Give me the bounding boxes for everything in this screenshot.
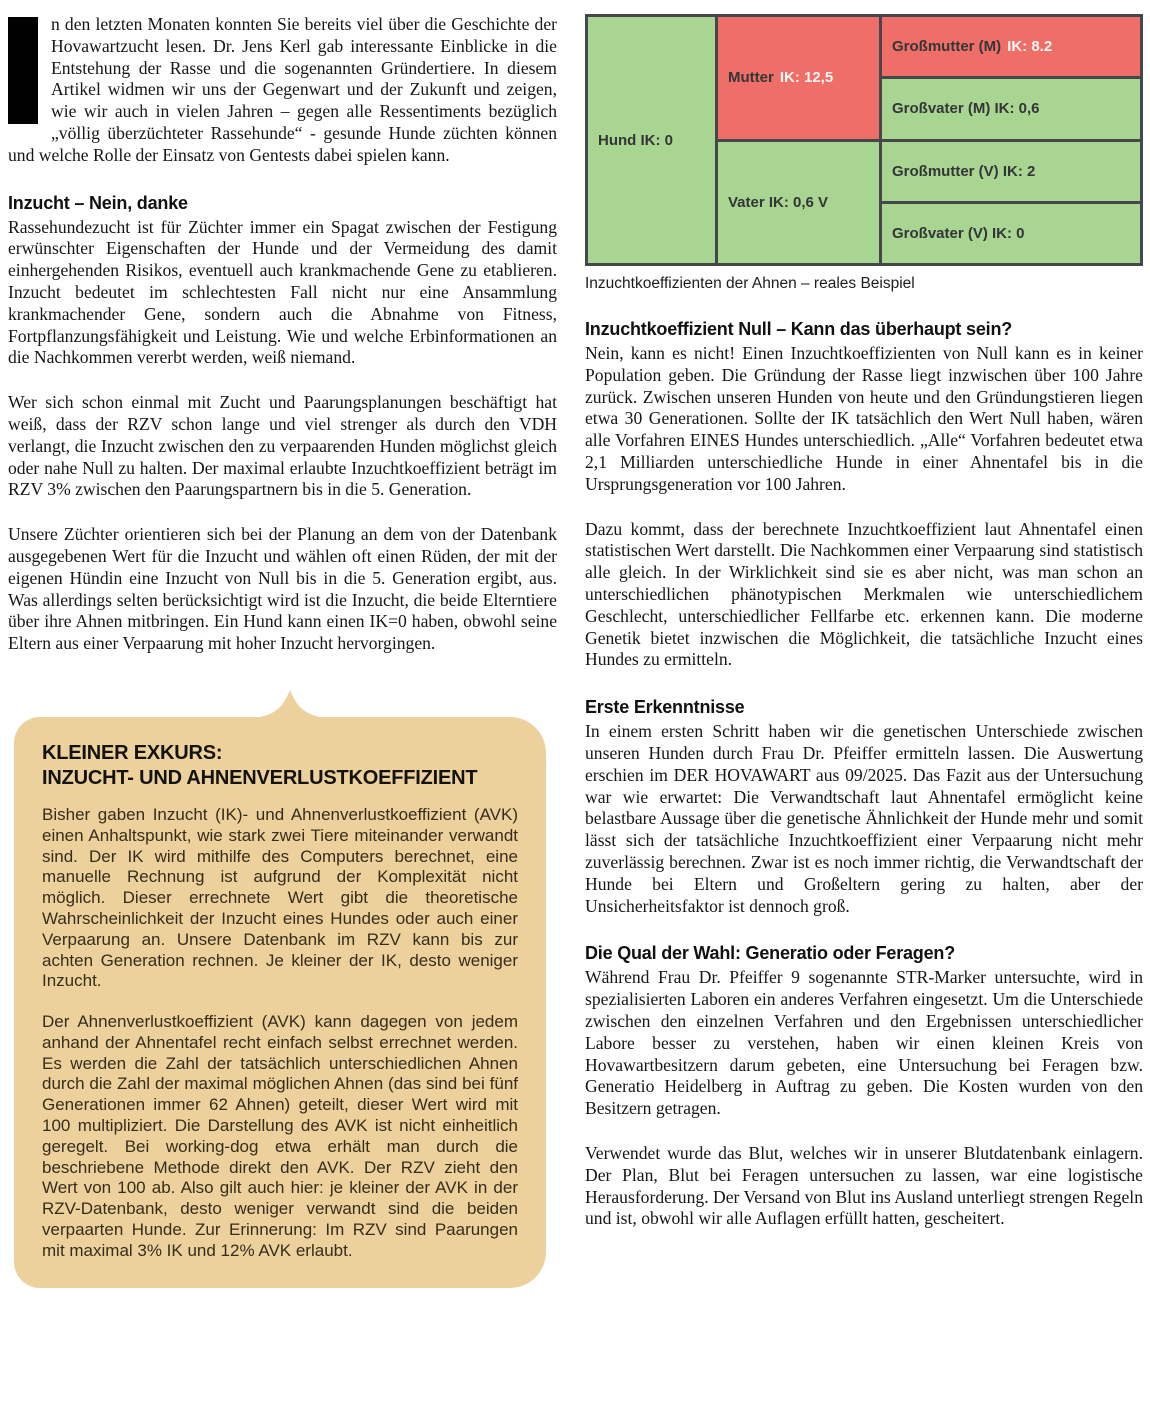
pedigree-cell-grossvater-m bbox=[882, 79, 1140, 138]
section-heading-inzuchtkoeffizient-null: Inzuchtkoeffizient Null – Kann das überhaupt sein? bbox=[585, 319, 1013, 339]
section-heading-inzucht-nein-danke: Inzucht – Nein, danke bbox=[8, 192, 188, 213]
section-heading-die-qual-der-wahl: Die Qual der Wahl: Generatio oder Feragen? bbox=[585, 943, 956, 964]
pedigree-cell-ik-value: IK: 12,5 bbox=[779, 69, 834, 87]
pedigree-cell-label: Großvater (M) IK: 0,6 bbox=[892, 100, 1040, 118]
pedigree-cell-label: Großmutter (V) IK: 2 bbox=[892, 162, 1036, 180]
excursus-heading-line2: INZUCHT- UND AHNENVERLUSTKOEFFIZIENT bbox=[42, 766, 478, 789]
paragraph: Unsere Züchter orientieren sich bei der Planung an dem von der Datenbank ausgegebenen Wert für die Inzucht und wählen oft einen Rüden, der mit der eigenen Hündin eine Inzucht von Null bis in die 5. Generation ergibt, aus. Was allerdings selten berücksichtigt wird ist die Inzucht, die beide Elterntiere über ihre Ahnen mitbringen. Ein Hund kann einen IK=0 haben, obwohl seine Eltern aus einer Verpaarung mit hoher Inzucht hervorgingen. bbox=[8, 524, 557, 654]
section-heading-erste-erkenntnisse: Erste Erkenntnisse bbox=[585, 697, 745, 718]
drop-cap-letter-i bbox=[8, 17, 38, 124]
diagram-caption: Inzuchtkoeffizienten der Ahnen – reales Beispiel bbox=[585, 275, 915, 292]
pedigree-cell-mutter bbox=[718, 17, 879, 139]
paragraph: Nein, kann es nicht! Einen Inzuchtkoeffizienten von Null kann es in keiner Population geben. Die Gründung der Rasse liegt inzwischen über 100 Jahre zurück. Zwischen unseren Hunden von heute und den Gründungstieren liegen etwa 30 Generationen. Sollte der IK tatsächlich den Wert Null haben, wären alle Vorfahren EINES Hundes unterschiedlich. „Alle“ Vorfahren bedeutet etwa 2,1 Milliarden unterschiedliche Hunde in einer Ahnentafel bis in die Ursprungsgeneration vor 100 Jahren. bbox=[585, 343, 1143, 494]
excursus-heading bbox=[42, 741, 518, 791]
intro-paragraph bbox=[8, 14, 557, 167]
left-column bbox=[8, 14, 557, 1288]
paragraph: Dazu kommt, dass der berechnete Inzuchtkoeffizient laut Ahnentafel einen statistischen Wert darstellt. Die Nachkommen einer Verpaarung sind statistisch alle gleich. In der Wirklichkeit sind sie es aber nicht, was man schon an unterschiedlichen phänotypischen Merkmalen wie unterschiedlichem Geschlecht, unterschiedlicher Fellfarbe etc. erkennen kann. Die moderne Genetik bietet inzwischen die Möglichkeit, die tatsächliche Inzucht eines Hundes zu ermitteln. bbox=[585, 518, 1143, 670]
right-column bbox=[585, 14, 1143, 1230]
excursus-paragraph: Der Ahnenverlustkoeffizient (AVK) kann dagegen von jedem anhand der Ahnentafel recht einfach selbst errechnet werden. Es werden die Zahl der tatsächlich unterschiedlichen Ahnen durch die Zahl der maximal möglichen Ahnen (das sind bei fünf Generationen immer 62 Ahnen) geteilt, dieser Wert wird mit 100 multipliziert. Die Darstellung des AVK ist nicht einheitlich geregelt. Bei working-dog etwa erhält man durch die beschriebene Methode direkt den AVK. Der RZV zieht den Wert von 100 ab. Also gilt auch hier: je kleiner der AVK in der RZV-Datenbank, desto weniger verwandt sind die beiden verpaarten Hunde. Zur Erinnerung: Im RZV sind Paarungen mit maximal 3% IK und 12% AVK erlaubt. bbox=[42, 1012, 518, 1260]
pedigree-cell-label: Großmutter (M) bbox=[892, 38, 1002, 56]
intro-text: n den letzten Monaten konnten Sie bereits viel über die Geschichte der Hovawartzucht lesen. Dr. Jens Kerl gab interessante Einblicke in die Entstehung der Rasse und die sogenannten Gründertiere. In diesem Artikel widmen wir uns der Gegenwart und der Zukunft und zeigen, wie wir auch in vielen Jahren – gegen alle Ressentiments bezüglich „völlig überzüchteter Rassehunde“ - gesunde Hunde züchten können und welche Rolle der Einsatz von Gentests dabei spielen kann. bbox=[8, 14, 557, 165]
paragraph: Rassehundezucht ist für Züchter immer ein Spagat zwischen der Festigung erwünschter Eigenschaften der Hunde und der Vermeidung des damit einhergehenden Risikos, eventuell auch krankmachende Gene zu etablieren. Inzucht bedeutet im schlechtesten Fall nicht nur eine Ansammlung krankmachender Gene, sondern auch die Abnahme von Fitness, Fortpflanzungsfähigkeit und Leistung. Wie und welche Erbinformationen an die Nachkommen vererbt werden, weiß niemand. bbox=[8, 216, 557, 368]
excursus-paragraph: Bisher gaben Inzucht (IK)- und Ahnenverlustkoeffizient (AVK) einen Anhaltspunkt, wie stark zwei Tiere miteinander verwandt sind. Der IK wird mithilfe des Computers berechnet, eine manuelle Rechnung ist aufgrund der Komplexität nicht möglich. Dieser errechnete Wert gibt die theoretische Wahrscheinlichkeit der Inzucht eines Hundes oder auch einer Verpaarung an. Unsere Datenbank im RZV kann bis zur achten Generation rechnen. Je kleiner der IK, desto weniger Inzucht. bbox=[42, 804, 518, 991]
pedigree-cell-label: Vater IK: 0,6 V bbox=[728, 193, 829, 211]
speech-bubble-tail bbox=[254, 690, 326, 718]
paragraph: Wer sich schon einmal mit Zucht und Paarungsplanungen beschäftigt hat weiß, dass der RZV schon lange und viel strenger als durch den VDH verlangt, die Inzucht zwischen den zu verpaarenden Hunden möglichst gleich oder nahe Null zu halten. Der maximal erlaubte Inzuchtkoeffizient beträgt im RZV 3% zwischen den Paarungspartnern bis in die 5. Generation. bbox=[8, 392, 557, 500]
inbreeding-pedigree-diagram bbox=[585, 14, 1143, 266]
pedigree-cell-label: Großvater (V) IK: 0 bbox=[892, 224, 1025, 242]
pedigree-cell-grossmutter-m bbox=[882, 17, 1140, 76]
pedigree-cell-grossmutter-v bbox=[882, 142, 1140, 201]
paragraph: Während Frau Dr. Pfeiffer 9 sogenannte STR-Marker untersuchte, wird in spezialisierten Laboren ein anderes Verfahren eingesetzt. Um die Unterschiede zwischen den einzelnen Verfahren und den Ergebnissen unterschiedlicher Labore besser zu verstehen, haben wir einen kleinen Kreis von Hovawartbesitzern darum gebeten, eine Untersuchung bei Feragen bzw. Generatio Heidelberg in Auftrag zu geben. Die Kosten wurden von den Besitzern getragen. bbox=[585, 967, 1143, 1119]
pedigree-cell-hund bbox=[588, 17, 715, 263]
pedigree-cell-ik-value: IK: 8.2 bbox=[1007, 38, 1053, 56]
paragraph: In einem ersten Schritt haben wir die genetischen Unterschiede zwischen unseren Hunden durch Frau Dr. Pfeiffer ermitteln lassen. Die Auswertung erschien im DER HOVAWART aus 09/2025. Das Fazit aus der Untersuchung war wie erwartet: Die Verwandtschaft laut Ahnentafel ermöglicht keine belastbare Aussage über die genetische Ähnlichkeit der Hunde mehr und somit lässt sich der tatsächliche Inzuchtkoeffizient einer Verpaarung nicht mehr zuverlässig berechnen. Zwar ist es noch immer richtig, die Verwandtschaft der Hunde bei Eltern und Großeltern gering zu halten, aber der Unsicherheitsfaktor ist dennoch groß. bbox=[585, 721, 1143, 916]
excursus-info-box bbox=[14, 717, 546, 1288]
pedigree-cell-vater bbox=[718, 142, 879, 264]
pedigree-cell-grossvater-v bbox=[882, 204, 1140, 263]
excursus-heading-line1: KLEINER EXKURS: bbox=[42, 741, 223, 764]
pedigree-cell-label: Mutter bbox=[728, 69, 774, 87]
pedigree-cell-label: Hund IK: 0 bbox=[598, 131, 673, 149]
paragraph: Verwendet wurde das Blut, welches wir in unserer Blutdatenbank einlagern. Der Plan, Blut bei Feragen untersuchen zu lassen, war eine logistische Herausforderung. Der Versand von Blut ins Ausland unterliegt strengen Regeln und ist, obwohl wir alle Auflagen erfüllt hatten, gescheitert. bbox=[585, 1142, 1143, 1229]
